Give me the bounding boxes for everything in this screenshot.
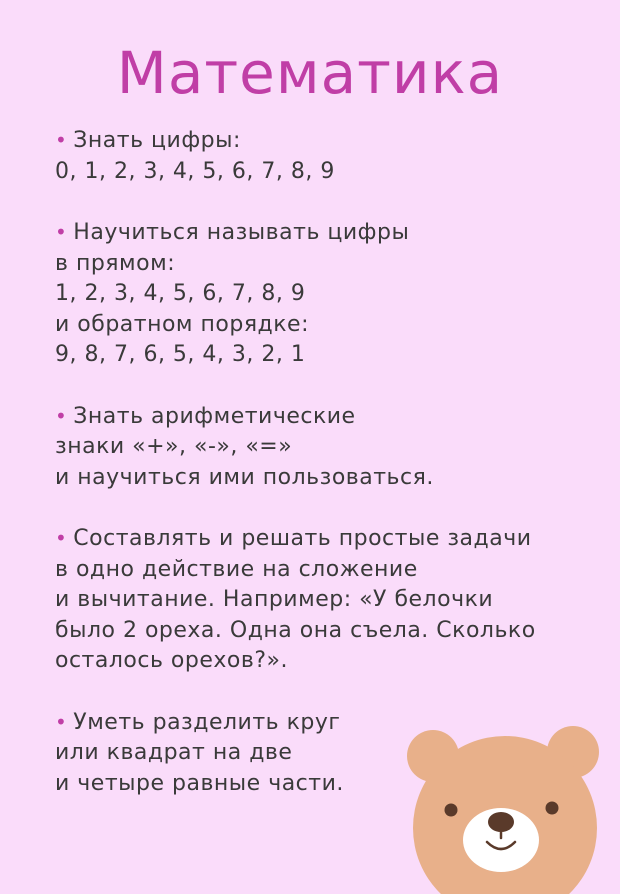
item-line: в одно действие на сложение — [55, 556, 418, 582]
bear-icon — [405, 716, 605, 894]
item-line: Уметь разделить круг — [73, 709, 341, 735]
item-line: Знать арифметические — [73, 403, 356, 429]
item-line: 1, 2, 3, 4, 5, 6, 7, 8, 9 — [55, 281, 306, 306]
list-item — [55, 523, 595, 677]
list-item — [55, 217, 595, 371]
item-line: знаки «+», «-», «=» — [55, 434, 293, 459]
bullet-icon: • — [55, 526, 68, 550]
item-line: осталось орехов?». — [55, 648, 288, 673]
bullet-icon: • — [55, 128, 68, 152]
item-line: Научиться называть цифры — [73, 220, 410, 245]
list-item — [55, 401, 595, 494]
item-line: Знать цифры: — [73, 128, 241, 153]
bear-eye-right — [546, 802, 559, 815]
item-line: и обратном порядке: — [55, 311, 310, 337]
item-line: или квадрат на две — [55, 740, 293, 765]
item-line: Составлять и решать простые задачи — [73, 526, 532, 551]
list-item — [55, 125, 595, 187]
item-line: и вычитание. Например: «У белочки — [55, 587, 494, 612]
page-title: Математика — [116, 39, 504, 107]
item-line: 9, 8, 7, 6, 5, 4, 3, 2, 1 — [55, 342, 306, 367]
bear-eye-left — [445, 804, 458, 817]
item-line: и научиться ими пользоваться. — [55, 464, 434, 490]
item-line: было 2 ореха. Одна она съела. Сколько — [55, 617, 536, 643]
item-line: в прямом: — [55, 250, 176, 276]
bear-nose — [488, 812, 514, 832]
bullet-icon: • — [55, 709, 68, 734]
bullet-icon: • — [55, 403, 68, 428]
bullet-icon: • — [55, 220, 68, 244]
item-line: и четыре равные части. — [55, 770, 344, 796]
item-line: 0, 1, 2, 3, 4, 5, 6, 7, 8, 9 — [55, 158, 335, 184]
